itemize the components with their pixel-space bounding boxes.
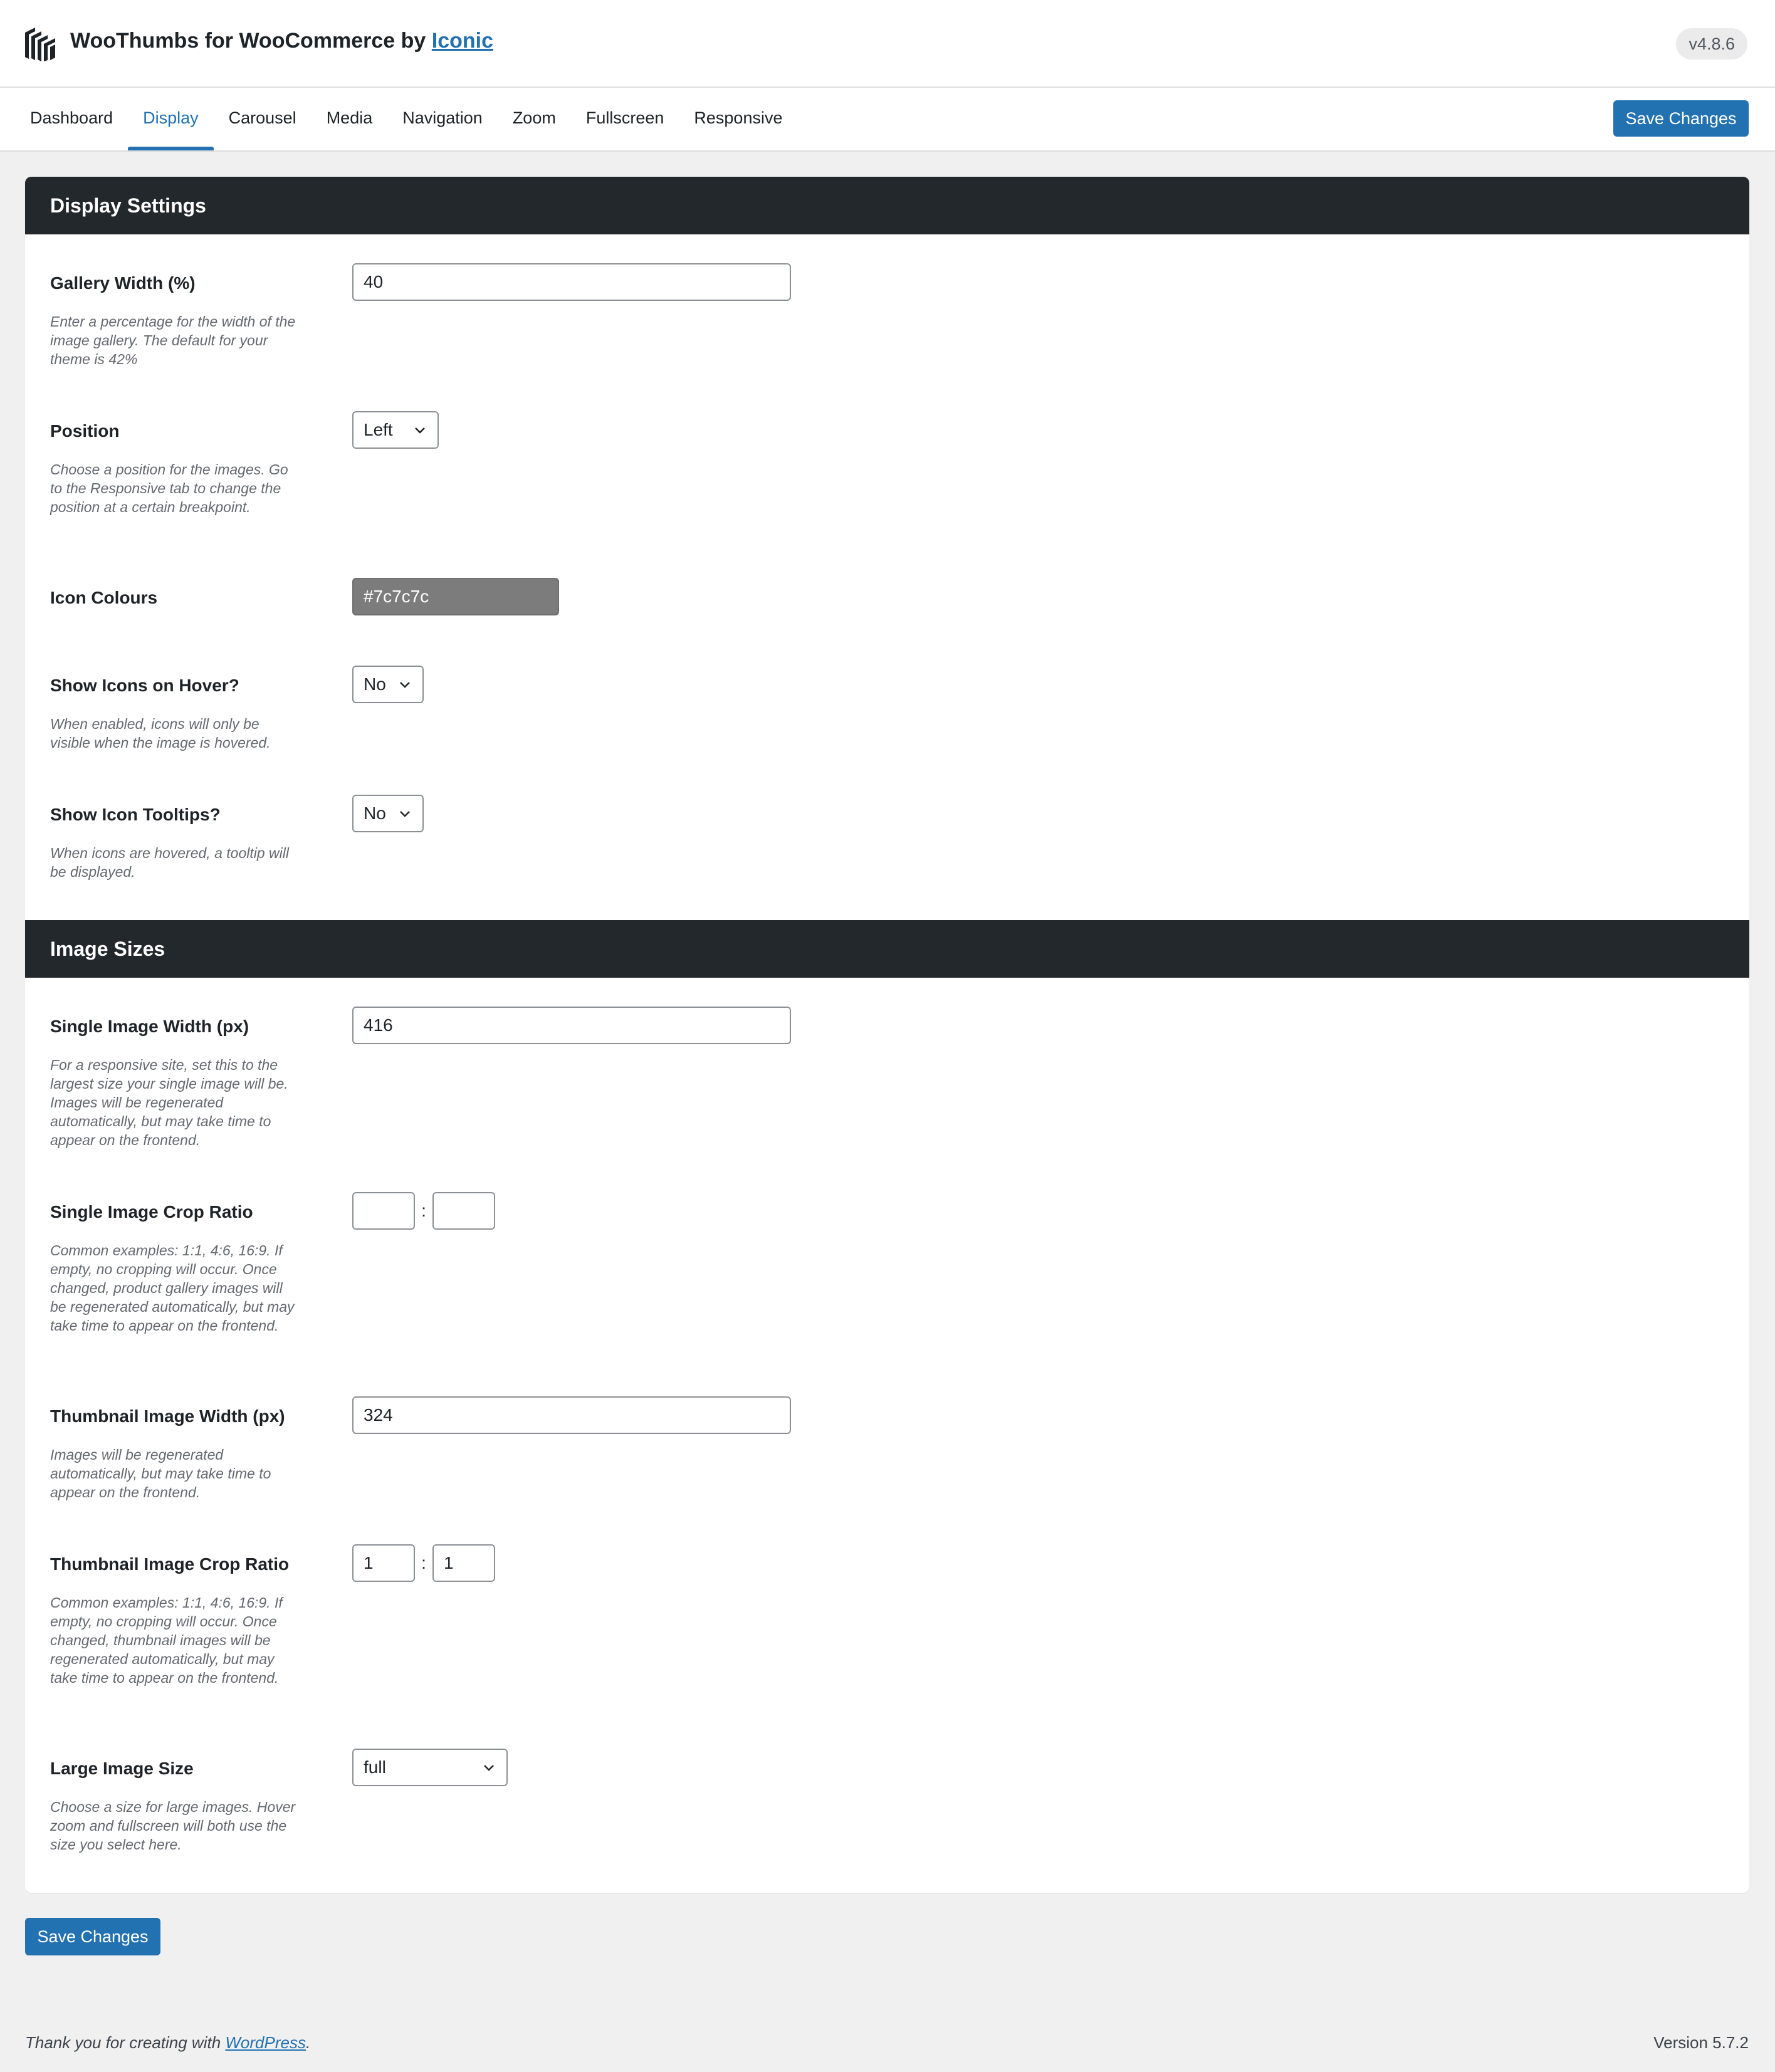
ratio-separator: : <box>421 1553 426 1572</box>
thumbnail-image-width-field <box>352 1396 791 1434</box>
icon-colour-value: #7c7c7c <box>364 587 429 606</box>
show-icon-tooltips-field <box>352 795 424 832</box>
single-image-width-field <box>352 1007 791 1044</box>
gallery-width-label: Gallery Width (%) <box>50 273 196 293</box>
icon-colours-label: Icon Colours <box>50 588 158 607</box>
thumbnail-image-crop-field <box>352 1544 495 1582</box>
chevron-down-icon <box>412 422 427 437</box>
thumbnail-image-crop-label: Thumbnail Image Crop Ratio <box>50 1554 290 1574</box>
footer-thanks-suffix: . <box>305 2033 311 2052</box>
tab-list <box>15 88 797 150</box>
chevron-down-icon <box>481 1760 496 1775</box>
footer-thanks-text: Thank you for creating with <box>25 2033 221 2052</box>
single-image-width-description: For a responsive site, set this to the largest size your single image will be. Images will be regenerated automatically, but may take time to appear on the frontend. <box>50 1057 288 1148</box>
single-image-width-label: Single Image Width (px) <box>50 1017 249 1036</box>
position-field <box>352 411 439 449</box>
tab-carousel[interactable]: Carousel <box>228 108 296 127</box>
tab-zoom[interactable]: Zoom <box>512 108 556 127</box>
footer-version: Version 5.7.2 <box>1653 2033 1749 2052</box>
ratio-separator: : <box>421 1201 426 1220</box>
single-image-crop-description: Common examples: 1:1, 4:6, 16:9. If empty, no cropping will occur. Once changed, product gallery images will be regenerated automatically, but may take time to appear on the frontend. <box>50 1242 295 1334</box>
show-icons-hover-label: Show Icons on Hover? <box>50 676 239 695</box>
single-image-crop-label: Single Image Crop Ratio <box>50 1202 253 1222</box>
thumbnail-image-width-label: Thumbnail Image Width (px) <box>50 1406 285 1426</box>
tab-navigation[interactable]: Navigation <box>402 108 483 127</box>
show-icons-hover-selected-value: No <box>364 674 386 694</box>
icon-colours-field <box>352 578 559 615</box>
gallery-width-description: Enter a percentage for the width of the image gallery. The default for your theme is 42% <box>50 313 296 367</box>
tab-dashboard[interactable]: Dashboard <box>30 108 113 127</box>
gallery-width-field <box>352 263 791 301</box>
single-crop-height-input[interactable] <box>432 1192 495 1230</box>
icon-colour-picker[interactable] <box>352 578 559 615</box>
display-settings-heading: Display Settings <box>25 177 1749 234</box>
save-changes-button-top[interactable]: Save Changes <box>1613 100 1749 137</box>
show-icon-tooltips-description: When icons are hovered, a tooltip will be displayed. <box>50 845 289 880</box>
thumbnail-crop-height-input[interactable] <box>432 1544 495 1582</box>
settings-panel <box>25 177 1749 1893</box>
thumbnail-crop-width-input[interactable] <box>352 1544 415 1582</box>
single-image-crop-field <box>352 1192 495 1230</box>
thumbnail-image-width-input[interactable] <box>352 1396 791 1434</box>
position-select[interactable] <box>352 411 439 449</box>
tab-fullscreen[interactable]: Fullscreen <box>585 108 664 127</box>
title-text: WooThumbs for WooCommerce by <box>70 29 426 53</box>
large-image-size-select[interactable] <box>352 1749 508 1786</box>
image-sizes-heading: Image Sizes <box>25 920 1749 978</box>
footer-thanks <box>25 2033 310 2053</box>
show-icon-tooltips-label: Show Icon Tooltips? <box>50 805 221 824</box>
chevron-down-icon <box>397 806 412 821</box>
show-icons-hover-select[interactable] <box>352 666 424 703</box>
save-changes-button-bottom[interactable]: Save Changes <box>25 1918 160 1955</box>
show-icon-tooltips-selected-value: No <box>364 803 386 823</box>
tab-display[interactable]: Display <box>128 88 214 150</box>
wordpress-link[interactable]: WordPress <box>225 2033 306 2052</box>
position-description: Choose a position for the images. Go to the Responsive tab to change the position at a certain breakpoint. <box>50 461 288 515</box>
position-label: Position <box>50 421 120 441</box>
show-icon-tooltips-select[interactable] <box>352 795 424 832</box>
large-image-size-field <box>352 1749 508 1786</box>
tab-responsive[interactable]: Responsive <box>694 108 783 127</box>
show-icons-hover-description: When enabled, icons will only be visible when the image is hovered. <box>50 716 271 751</box>
page-title <box>70 29 493 53</box>
gallery-width-input[interactable] <box>352 263 791 301</box>
large-image-size-label: Large Image Size <box>50 1759 194 1778</box>
plugin-header <box>0 0 1775 88</box>
tab-media[interactable]: Media <box>326 108 373 127</box>
single-crop-width-input[interactable] <box>352 1192 415 1230</box>
single-image-width-input[interactable] <box>352 1007 791 1044</box>
large-image-size-selected-value: full <box>364 1757 386 1777</box>
thumbnail-image-width-description: Images will be regenerated automatically, but may take time to appear on the frontend. <box>50 1447 271 1500</box>
position-selected-value: Left <box>364 420 393 439</box>
thumbnail-image-crop-description: Common examples: 1:1, 4:6, 16:9. If empty, no cropping will occur. Once changed, thumbnail images will be regenerated automatically, but may take time to appear on the frontend. <box>50 1594 283 1686</box>
large-image-size-description: Choose a size for large images. Hover zoom and fullscreen will both use the size you select here. <box>50 1799 296 1853</box>
show-icons-hover-field <box>352 666 424 703</box>
version-badge: v4.8.6 <box>1676 28 1747 60</box>
settings-tab-bar <box>0 88 1775 152</box>
iconic-logo-icon <box>24 26 56 61</box>
iconic-link[interactable]: Iconic <box>431 29 494 53</box>
chevron-down-icon <box>397 677 412 692</box>
